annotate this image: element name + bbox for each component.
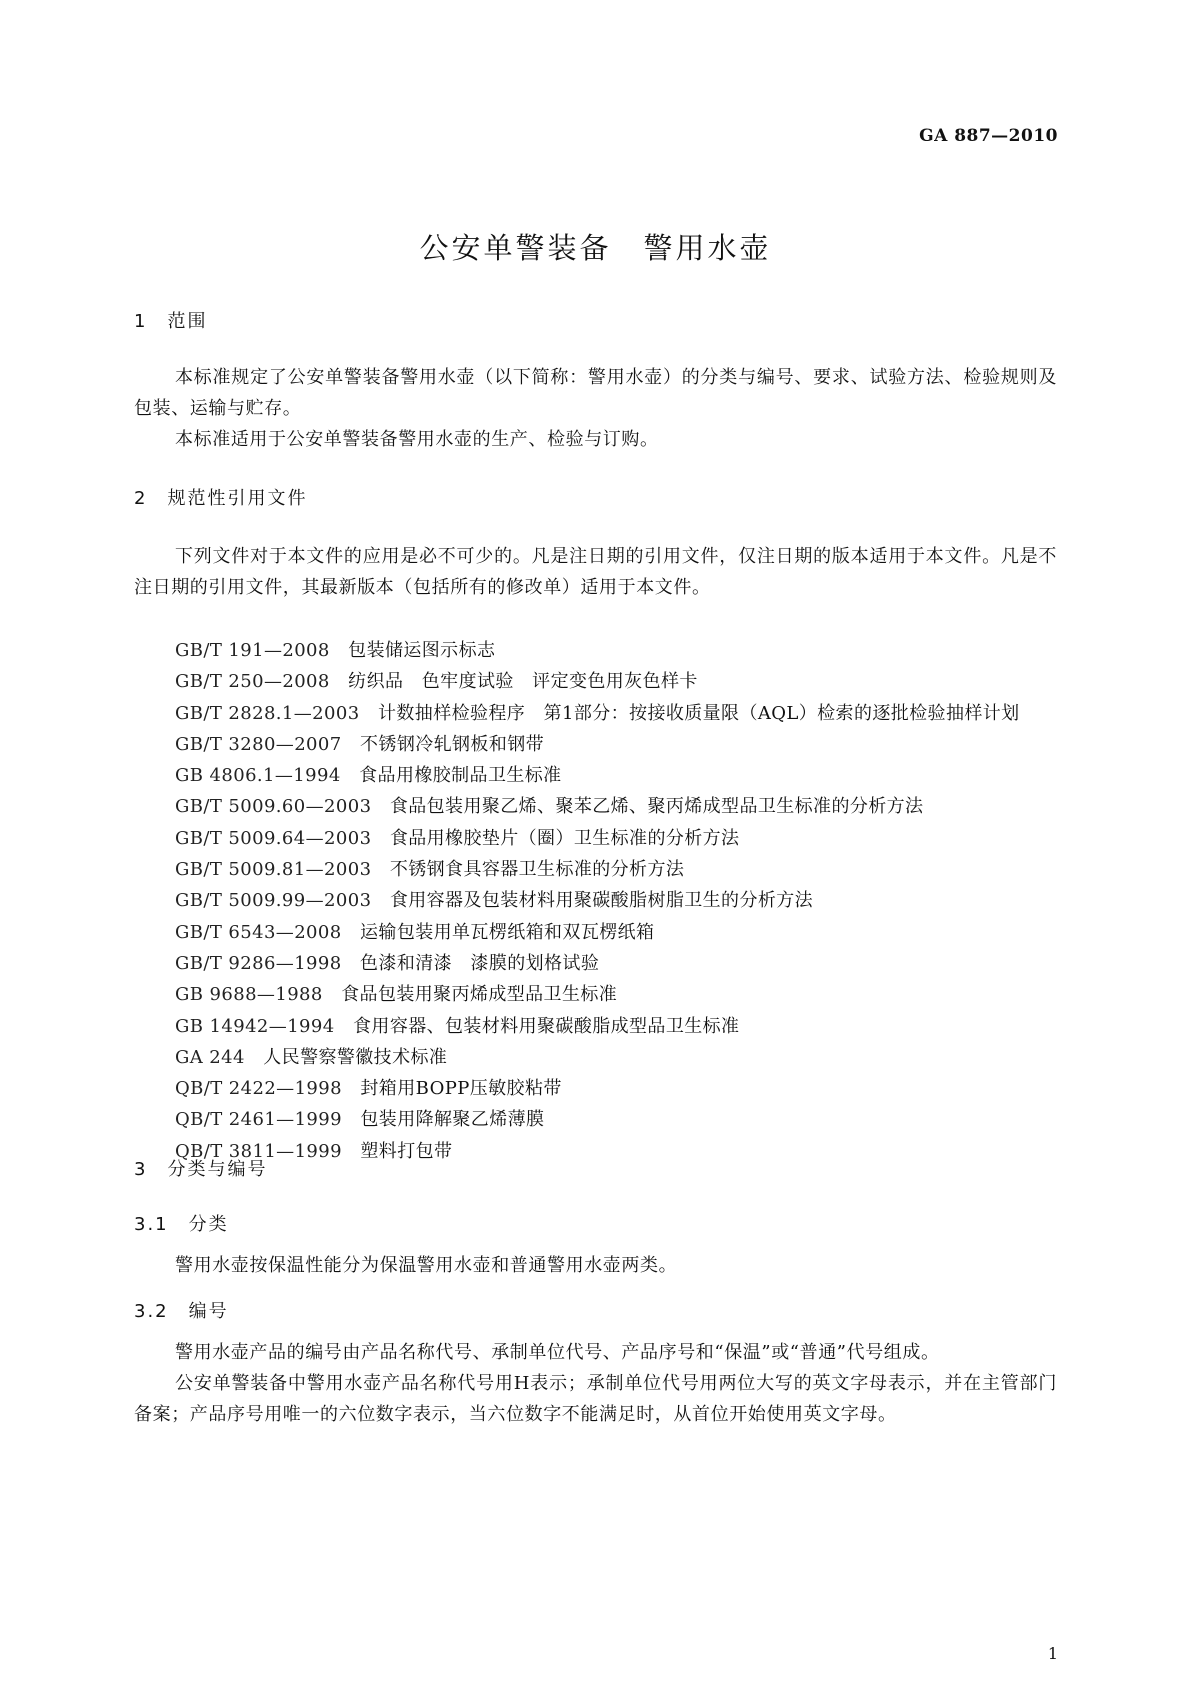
- reference-title: 食用容器及包装材料用聚碳酸脂树脂卫生的分析方法: [389, 890, 814, 912]
- reference-item: [134, 760, 1057, 791]
- reference-title: 色漆和清漆 漆膜的划格试验: [360, 952, 600, 974]
- reference-item: [134, 1136, 1057, 1167]
- reference-item: [134, 823, 1057, 854]
- reference-title: 食品包装用聚丙烯成型品卫生标准: [341, 984, 618, 1006]
- reference-title: 塑料打包带: [360, 1140, 453, 1162]
- reference-title: 纺织品 色牢度试验 评定变色用灰色样卡: [348, 671, 698, 693]
- page-number: 1: [1047, 1644, 1058, 1663]
- reference-item: [134, 1011, 1057, 1042]
- standard-code: GA 887—2010: [919, 126, 1058, 146]
- reference-title: 食品用橡胶制品卫生标准: [359, 765, 562, 787]
- reference-code: GB/T 5009.64—2003: [175, 827, 372, 849]
- section-3-1-text: 警用水壶按保温性能分为保温警用水壶和普通警用水壶两类。: [175, 1255, 678, 1276]
- reference-item: [134, 885, 1057, 916]
- reference-code: QB/T 2461—1999: [175, 1109, 342, 1131]
- reference-code: GB/T 250—2008: [175, 671, 330, 693]
- normative-references-list: [134, 635, 1057, 1167]
- reference-code: GB 9688—1988: [175, 984, 323, 1006]
- reference-item: [134, 635, 1057, 666]
- reference-code: GB 4806.1—1994: [175, 765, 341, 787]
- reference-title: 封箱用BOPP压敏胶粘带: [360, 1078, 562, 1100]
- reference-item: [134, 1073, 1057, 1104]
- reference-title: 食品包装用聚乙烯、聚苯乙烯、聚丙烯成型品卫生标准的分析方法: [389, 796, 924, 818]
- reference-code: GB/T 2828.1—2003: [175, 702, 360, 724]
- reference-title: 计数抽样检验程序 第1部分：按接收质量限（AQL）检索的逐批检验抽样计划: [378, 702, 1020, 724]
- reference-code: QB/T 3811—1999: [175, 1140, 342, 1162]
- reference-code: GB/T 6543—2008: [175, 921, 342, 943]
- section-2-intro: 下列文件对于本文件的应用是必不可少的。凡是注日期的引用文件，仅注日期的版本适用于本文件。凡是不注日期的引用文件，其最新版本（包括所有的修改单）适用于本文件。: [134, 546, 1057, 598]
- reference-title: 包装用降解聚乙烯薄膜: [360, 1109, 545, 1131]
- reference-item: [134, 698, 1057, 729]
- reference-item: [134, 729, 1057, 760]
- reference-code: GB/T 5009.60—2003: [175, 796, 372, 818]
- document-title: 公安单警装备 警用水壶: [419, 231, 772, 265]
- reference-code: GA 244: [175, 1046, 245, 1068]
- reference-title: 运输包装用单瓦楞纸箱和双瓦楞纸箱: [360, 921, 655, 943]
- reference-title: 不锈钢食具容器卫生标准的分析方法: [389, 859, 685, 881]
- reference-title: 包装储运图示标志: [348, 640, 496, 661]
- reference-item: [134, 666, 1057, 697]
- reference-item: [134, 917, 1057, 948]
- reference-item: [134, 948, 1057, 979]
- section-3-2-paragraph-2: 公安单警装备中警用水壶产品名称代号用H表示；承制单位代号用两位大写的英文字母表示，并在主管部门备案；产品序号用唯一的六位数字表示，当六位数字不能满足时，从首位开始使用英文字母。: [134, 1373, 1057, 1425]
- reference-item: [134, 854, 1057, 885]
- reference-code: GB/T 9286—1998: [175, 952, 342, 974]
- reference-item: [134, 1042, 1057, 1073]
- reference-item: [134, 979, 1057, 1010]
- reference-code: GB 14942—1994: [175, 1015, 335, 1037]
- section-3-heading: 3 分类与编号: [134, 1159, 268, 1180]
- section-2-heading: 2 规范性引用文件: [134, 488, 308, 509]
- section-3-2-paragraph-1: 警用水壶产品的编号由产品名称代号、承制单位代号、产品序号和“保温”或“普通”代号组成。: [175, 1342, 940, 1363]
- reference-code: QB/T 2422—1998: [175, 1078, 342, 1100]
- reference-item: [134, 1104, 1057, 1135]
- reference-title: 人民警察警徽技术标准: [263, 1046, 448, 1068]
- section-1-heading: 1 范围: [134, 311, 208, 332]
- reference-title: 食品用橡胶垫片（圈）卫生标准的分析方法: [389, 827, 740, 849]
- section-1-paragraph-1: 本标准规定了公安单警装备警用水壶（以下简称：警用水壶）的分类与编号、要求、试验方法、检验规则及包装、运输与贮存。: [134, 367, 1057, 419]
- section-3-2-heading: 3.2 编号: [134, 1301, 229, 1322]
- reference-title: 食用容器、包装材料用聚碳酸脂成型品卫生标准: [353, 1015, 740, 1037]
- section-3-1-heading: 3.1 分类: [134, 1214, 229, 1235]
- reference-code: GB/T 191—2008: [175, 640, 330, 661]
- reference-title: 不锈钢冷轧钢板和钢带: [360, 733, 545, 755]
- reference-code: GB/T 3280—2007: [175, 733, 342, 755]
- reference-code: GB/T 5009.81—2003: [175, 859, 372, 881]
- section-1-paragraph-2: 本标准适用于公安单警装备警用水壶的生产、检验与订购。: [175, 429, 659, 450]
- reference-code: GB/T 5009.99—2003: [175, 890, 372, 912]
- reference-item: [134, 791, 1057, 822]
